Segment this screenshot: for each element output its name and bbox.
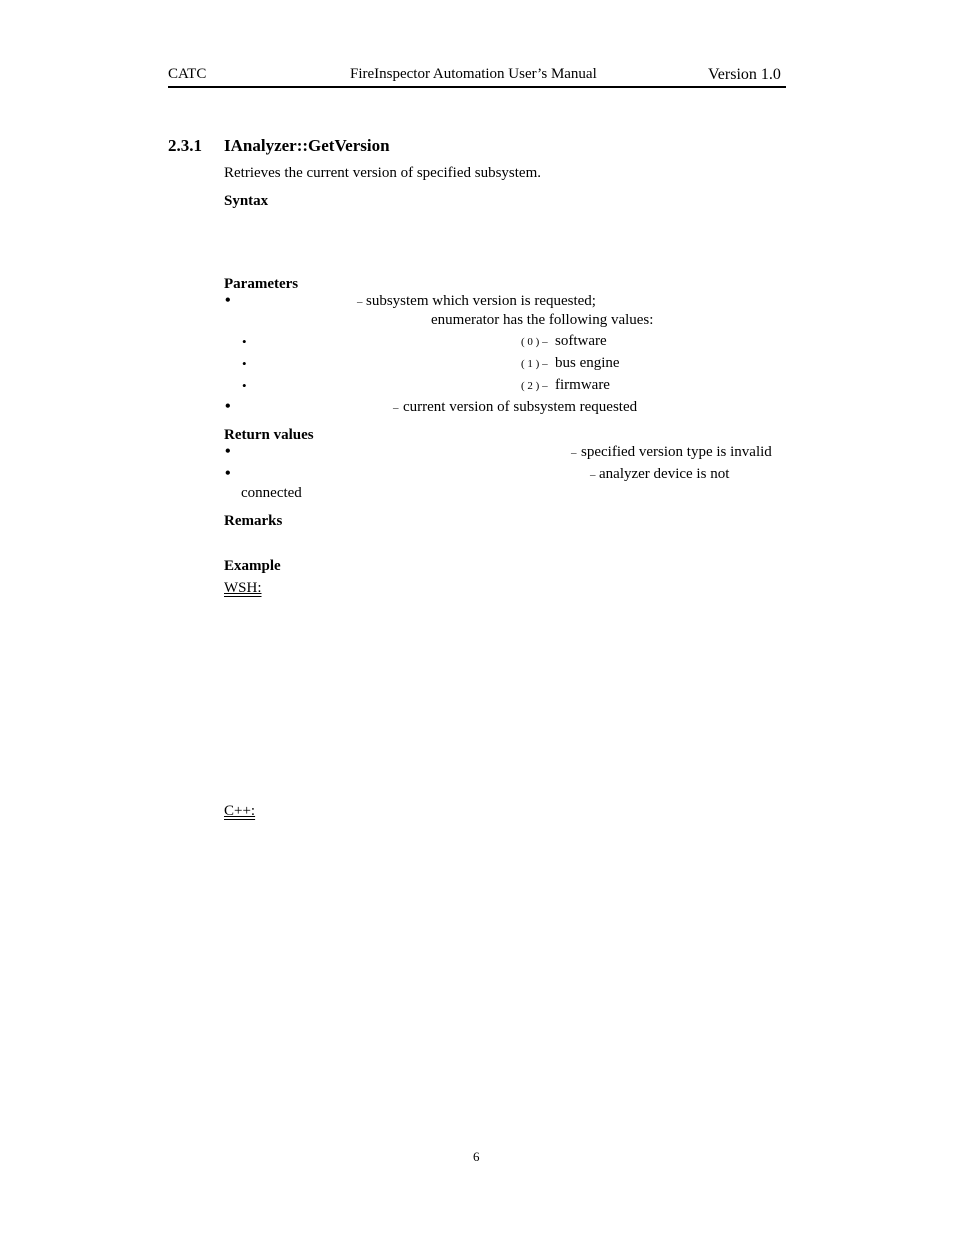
remarks-heading: Remarks bbox=[224, 513, 283, 529]
enum-value-label: firmware bbox=[555, 377, 610, 393]
param-enum-note: enumerator has the following values: bbox=[431, 312, 654, 328]
enum-value-index: ( 2 ) – bbox=[521, 380, 548, 392]
section-description: Retrieves the current version of specified subsystem. bbox=[224, 165, 541, 181]
return-value-desc: analyzer device is not bbox=[599, 466, 730, 482]
bullet-icon: • bbox=[225, 292, 231, 309]
param-version-type-dash: – bbox=[357, 296, 363, 308]
param-version-type-desc: subsystem which version is requested; bbox=[366, 293, 596, 309]
header-rule bbox=[168, 86, 786, 88]
section-number: 2.3.1 bbox=[168, 136, 202, 155]
return-values-heading: Return values bbox=[224, 427, 314, 443]
syntax-heading: Syntax bbox=[224, 193, 269, 209]
return-value-dash: – bbox=[590, 469, 596, 481]
example-heading: Example bbox=[224, 558, 281, 574]
bullet-icon: • bbox=[225, 398, 231, 415]
enum-value-index: ( 1 ) – bbox=[521, 358, 548, 370]
param-version-desc: current version of subsystem requested bbox=[403, 399, 638, 415]
param-version-dash: – bbox=[393, 402, 399, 414]
header-manual-title: FireInspector Automation User’s Manual bbox=[350, 66, 597, 82]
example-wsh-label: WSH: bbox=[224, 580, 262, 596]
bullet-icon: • bbox=[242, 356, 247, 371]
bullet-icon: • bbox=[242, 334, 247, 349]
return-value-continuation: connected bbox=[241, 485, 302, 501]
enum-value-label: bus engine bbox=[555, 355, 620, 371]
return-value-desc: specified version type is invalid bbox=[581, 444, 772, 460]
bullet-icon: • bbox=[242, 378, 247, 393]
header-company: CATC bbox=[168, 66, 207, 82]
page-number: 6 bbox=[473, 1149, 480, 1164]
bullet-icon: • bbox=[225, 443, 231, 460]
bullet-icon: • bbox=[225, 465, 231, 482]
enum-value-label: software bbox=[555, 333, 607, 349]
parameters-heading: Parameters bbox=[224, 276, 299, 292]
example-cpp-label: C++: bbox=[224, 803, 256, 819]
return-value-dash: – bbox=[571, 447, 577, 459]
section-title: IAnalyzer::GetVersion bbox=[224, 136, 390, 155]
enum-value-index: ( 0 ) – bbox=[521, 336, 548, 348]
header-version: Version 1.0 bbox=[708, 66, 781, 83]
